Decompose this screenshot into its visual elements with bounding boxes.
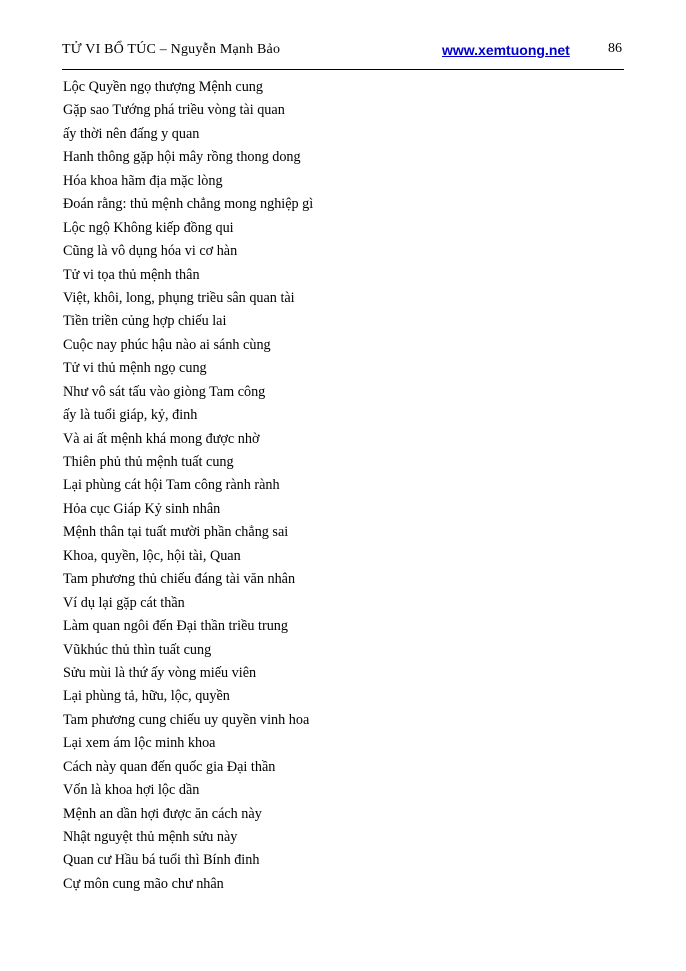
poem-line: Như vô sát tấu vào giòng Tam công	[63, 383, 266, 400]
book-title: TỬ VI BỔ TÚC – Nguyễn Mạnh Bảo	[62, 42, 281, 57]
poem-line: ấy thời nên đấng y quan	[63, 125, 200, 142]
poem-line: Thiên phủ thủ mệnh tuất cung	[63, 454, 234, 470]
poem-line: Lại phùng tả, hữu, lộc, quyền	[63, 688, 230, 705]
poem-line: Tử vi thủ mệnh ngọ cung	[63, 360, 207, 377]
poem-line: Quan cư Hầu bá tuổi thì Bính đinh	[63, 852, 260, 869]
page-number: 86	[608, 41, 622, 56]
poem-line: Lại xem ám lộc minh khoa	[63, 735, 216, 752]
poem-line: Cự môn cung mão chư nhân	[63, 875, 224, 892]
poem-line: Vũkhúc thủ thìn tuất cung	[63, 641, 212, 658]
poem-line: Gặp sao Tướng phá triều vòng tài quan	[63, 102, 285, 119]
poem-line: Ví dụ lại gặp cát thần	[63, 594, 185, 611]
website-link[interactable]: www.xemtuong.net	[442, 42, 570, 58]
poem-line: Lại phùng cát hội Tam công rành rành	[63, 477, 280, 494]
poem-line: Làm quan ngôi đến Đại thần triều trung	[63, 618, 288, 635]
header-divider	[62, 69, 624, 70]
poem-line: Việt, khôi, long, phụng triều sân quan tài	[63, 289, 295, 306]
poem-line: Hỏa cục Giáp Kỷ sinh nhân	[63, 500, 221, 517]
poem-line: Cách này quan đến quốc gia Đại thần	[63, 758, 276, 775]
poem-line: Nhật nguyệt thủ mệnh sửu này	[63, 829, 238, 845]
poem-line: Tam phương cung chiếu uy quyền vinh hoa	[63, 711, 310, 728]
poem-line: Hanh thông gặp hội mây rồng thong dong	[63, 149, 301, 166]
poem-line: Cuộc nay phúc hậu nào ai sánh cùng	[63, 336, 271, 353]
poem-line: Hóa khoa hãm địa mặc lòng	[63, 172, 223, 189]
poem-line: Cũng là vô dụng hóa vi cơ hàn	[63, 243, 238, 260]
poem-line: Đoán rằng: thủ mệnh chẳng mong nghiệp gì	[63, 196, 314, 213]
poem-line: Tiền triền củng hợp chiếu lai	[63, 313, 227, 330]
poem-line: Mệnh an dần hợi được ăn cách này	[63, 805, 262, 822]
poem-line: Vốn là khoa hợi lộc dần	[63, 782, 200, 799]
poem-line: Tam phương thủ chiếu đáng tài văn nhân	[63, 571, 296, 588]
poem-line: ấy là tuổi giáp, kỷ, đinh	[63, 407, 198, 424]
poem-line: Và ai ất mệnh khá mong được nhờ	[63, 430, 260, 447]
poem-body	[63, 76, 313, 896]
poem-line: Sửu mùi là thứ ấy vòng miếu viên	[63, 664, 257, 681]
poem-line: Khoa, quyền, lộc, hội tài, Quan	[63, 547, 241, 564]
poem-line: Lộc Quyền ngọ thượng Mệnh cung	[63, 79, 263, 95]
poem-line: Lộc ngộ Không kiếp đồng qui	[63, 219, 234, 236]
poem-line: Mệnh thân tại tuất mười phần chẳng sai	[63, 524, 289, 541]
poem-line: Tử vi tọa thủ mệnh thân	[63, 266, 200, 283]
